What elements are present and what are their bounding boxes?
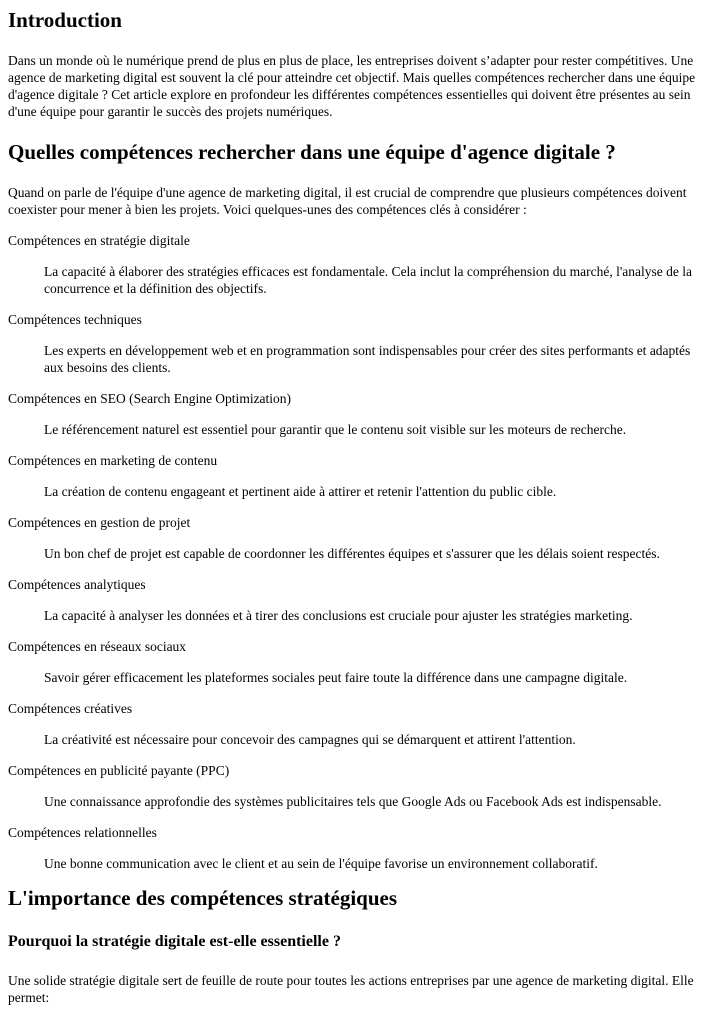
skill-description: La capacité à élaborer des stratégies efficaces est fondamentale. Cela inclut la compréhension du marché, l'analyse de la concurrence et la définition des objectifs. — [44, 264, 693, 296]
skill-description: Une bonne communication avec le client et au sein de l'équipe favorise un environnement collaboratif. — [44, 856, 598, 871]
skill-description: Un bon chef de projet est capable de coordonner les différentes équipes et s'assurer que les délais soient respectés. — [44, 546, 660, 561]
skill-description: Le référencement naturel est essentiel pour garantir que le contenu soit visible sur les moteurs de recherche. — [44, 422, 627, 437]
skill-description: La créativité est nécessaire pour concevoir des campagnes qui se démarquent et attirent l'attention. — [44, 732, 576, 747]
skill-term: Compétences en stratégie digitale — [8, 233, 190, 248]
skill-term: Compétences en marketing de contenu — [8, 453, 218, 468]
skill-description: Une connaissance approfondie des systèmes publicitaires tels que Google Ads ou Facebook Ads est indispensable. — [44, 794, 662, 809]
skill-description: Savoir gérer efficacement les plateformes sociales peut faire toute la différence dans une campagne digitale. — [44, 670, 628, 685]
skills-list — [8, 232, 712, 872]
skill-term: Compétences en gestion de projet — [8, 515, 191, 530]
strategy-section-heading: L'importance des compétences stratégiques — [8, 886, 398, 910]
skill-term: Compétences en réseaux sociaux — [8, 639, 187, 654]
intro-heading: Introduction — [8, 8, 122, 32]
skill-term: Compétences en SEO (Search Engine Optimization) — [8, 391, 292, 406]
skill-description: La capacité à analyser les données et à tirer des conclusions est cruciale pour ajuster les stratégies marketing. — [44, 608, 633, 623]
skill-term: Compétences techniques — [8, 312, 142, 327]
article — [0, 8, 720, 1006]
skill-term: Compétences en publicité payante (PPC) — [8, 763, 230, 778]
skill-term: Compétences analytiques — [8, 577, 146, 592]
strategy-paragraph: Une solide stratégie digitale sert de feuille de route pour toutes les actions entreprises par une agence de marketing digital. Elle permet: — [8, 973, 694, 1005]
skill-description: Les experts en développement web et en programmation sont indispensables pour créer des sites performants et adaptés aux besoins des clients. — [44, 343, 691, 375]
skill-term: Compétences créatives — [8, 701, 133, 716]
skill-description: La création de contenu engageant et pertinent aide à attirer et retenir l'attention du public cible. — [44, 484, 557, 499]
strategy-subheading: Pourquoi la stratégie digitale est-elle essentielle ? — [8, 933, 341, 950]
skills-section-heading: Quelles compétences rechercher dans une équipe d'agence digitale ? — [8, 140, 616, 164]
intro-paragraph: Dans un monde où le numérique prend de plus en plus de place, les entreprises doivent s’adapter pour rester compétitives. Une agence de marketing digital est souvent la clé pour atteindre cet objectif. Mais quelles compétences rechercher dans une équipe d'agence digitale ? Cet article explore en profondeur les différentes compétences essentielles qui doivent être présentes au sein d'une équipe pour garantir le succès des projets numériques. — [8, 53, 696, 119]
skill-term: Compétences relationnelles — [8, 825, 157, 840]
skills-section-paragraph: Quand on parle de l'équipe d'une agence de marketing digital, il est crucial de comprendre que plusieurs compétences doivent coexister pour mener à bien les projets. Voici quelques-unes des compétences clés à considérer : — [8, 185, 687, 217]
